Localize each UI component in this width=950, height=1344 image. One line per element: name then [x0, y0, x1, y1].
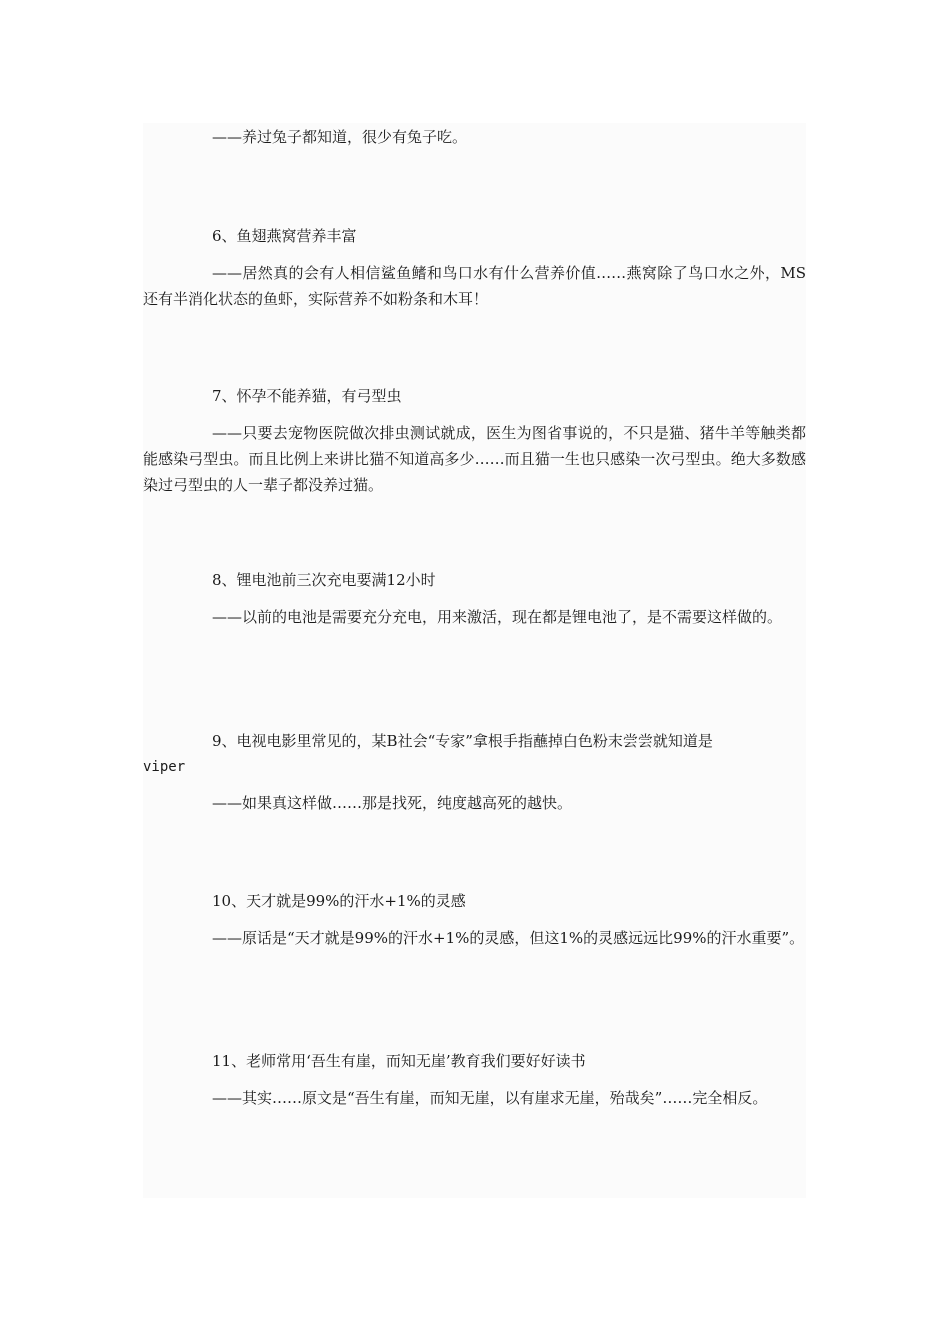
answer-text-9: ——如果真这样做……那是找死，纯度越高死的越快。	[212, 794, 573, 812]
answer-text-6: ——居然真的会有人相信鲨鱼鳍和鸟口水有什么营养价值……燕窝除了鸟口水之外，MS还有半消化状态的鱼虾，实际营养不如粉条和木耳！	[143, 264, 806, 308]
item-heading-10: 10、天才就是99%的汗水+1%的灵感	[212, 892, 466, 910]
item-heading-7: 7、怀孕不能养猫，有弓型虫	[212, 387, 402, 405]
answer-text-5: ——养过兔子都知道，很少有兔子吃。	[212, 128, 468, 146]
item-heading-9: 9、电视电影里常见的，某B社会“专家”拿根手指蘸掉白色粉末尝尝就知道是	[212, 732, 713, 750]
item-heading-9-continued: viper	[143, 759, 186, 775]
answer-text-8: ——以前的电池是需要充分充电，用来激活，现在都是锂电池了，是不需要这样做的。	[212, 608, 783, 626]
item-heading-6: 6、鱼翅燕窝营养丰富	[212, 227, 357, 245]
answer-text-11: ——其实……原文是“吾生有崖，而知无崖，以有崖求无崖，殆哉矣”……完全相反。	[212, 1089, 768, 1107]
item-heading-8: 8、锂电池前三次充电要满12小时	[212, 571, 436, 589]
answer-text-10: ——原话是“天才就是99%的汗水+1%的灵感，但这1%的灵感远远比99%的汗水重要”。	[212, 929, 805, 947]
item-heading-11: 11、老师常用‘吾生有崖，而知无崖’教育我们要好好读书	[212, 1052, 586, 1070]
answer-text-7: ——只要去宠物医院做次排虫测试就成，医生为图省事说的，不只是猫、猪牛羊等触类都能感染弓型虫。而且比例上来讲比猫不知道高多少……而且猫一生也只感染一次弓型虫。绝大多数感染过弓型虫的人一辈子都没养过猫。	[143, 424, 806, 494]
